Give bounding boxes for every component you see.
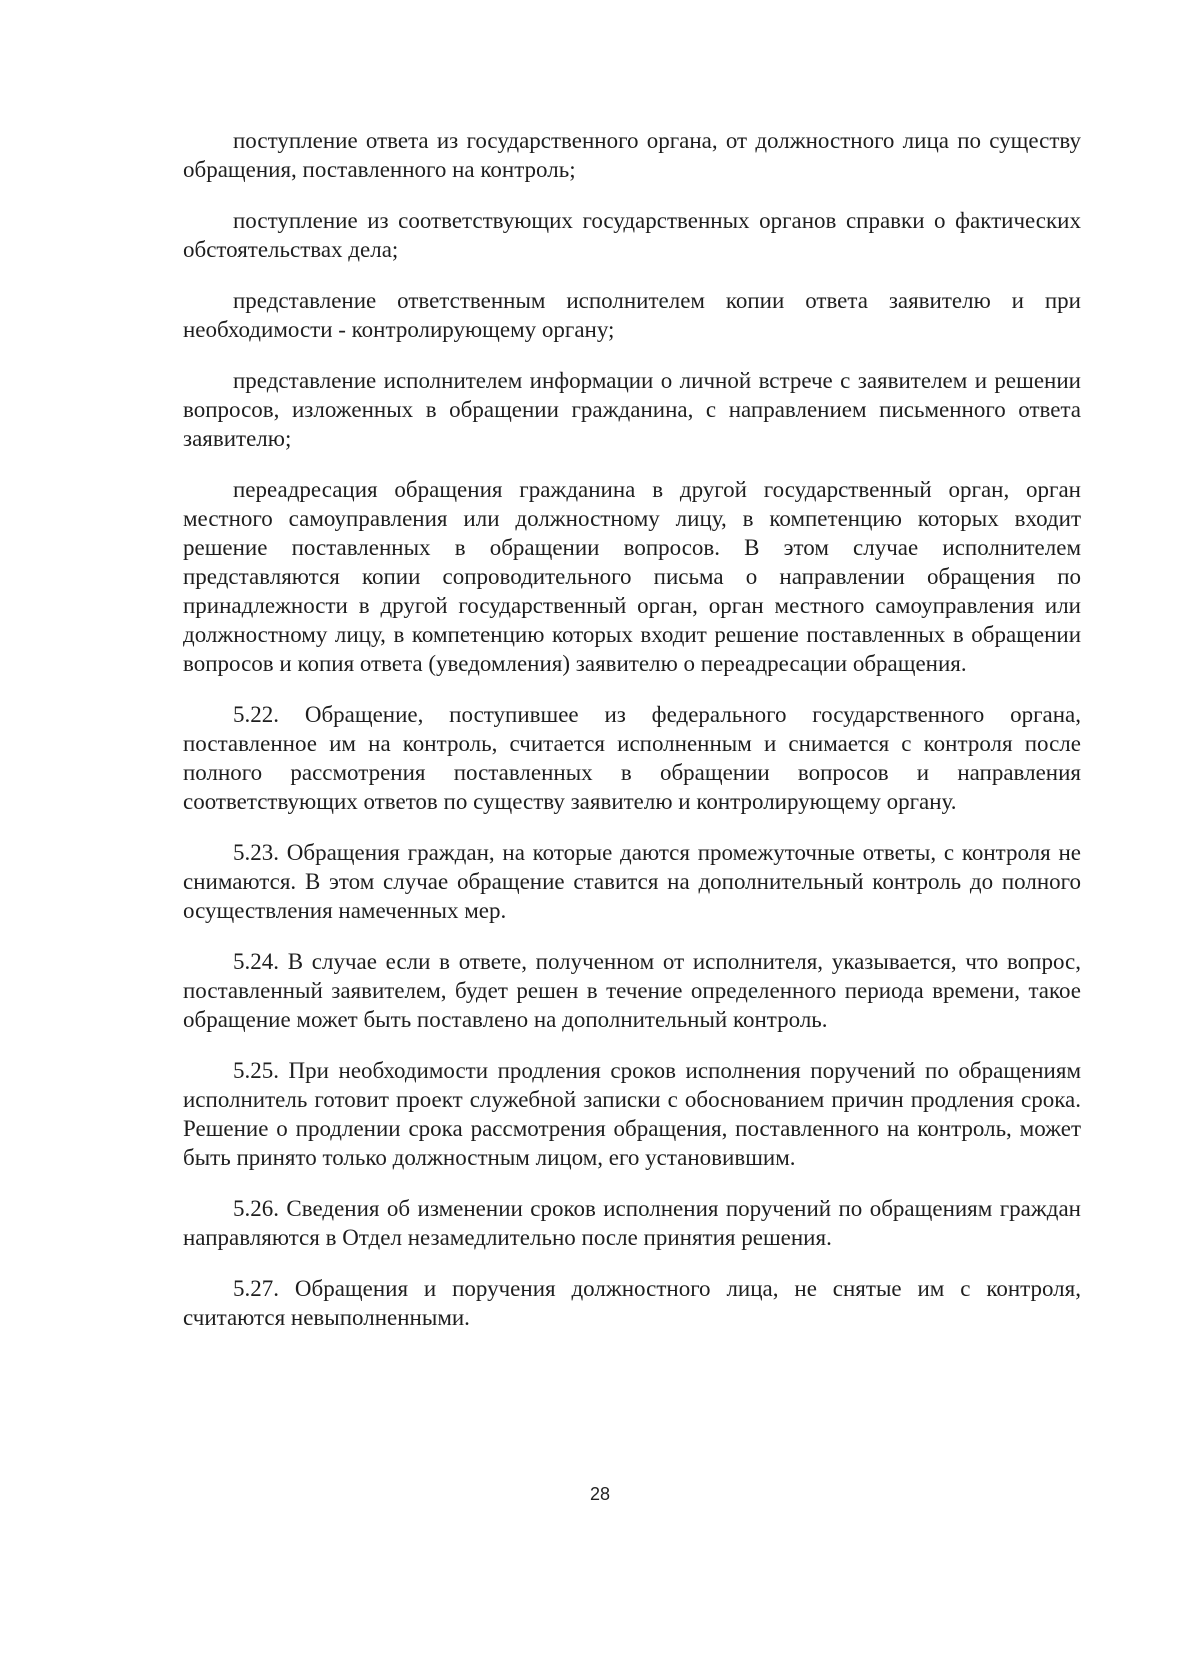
- paragraph: поступление из соответствующих государственных органов справки о фактических обстоятельствах дела;: [183, 208, 1081, 262]
- paragraph: поступление ответа из государственного органа, от должностного лица по существу обращения, поставленного на контроль;: [183, 128, 1081, 182]
- paragraph: 5.24. В случае если в ответе, полученном от исполнителя, указывается, что вопрос, поставленный заявителем, будет решен в течение определенного периода времени, такое обращение может быть поставлено на дополнительный контроль.: [183, 949, 1081, 1032]
- paragraph: представление исполнителем информации о личной встрече с заявителем и решении вопросов, изложенных в обращении гражданина, с направлением письменного ответа заявителю;: [183, 368, 1081, 451]
- paragraph: 5.23. Обращения граждан, на которые даются промежуточные ответы, с контроля не снимаются. В этом случае обращение ставится на дополнительный контроль до полного осуществления намеченных мер.: [183, 840, 1081, 923]
- paragraph: 5.25. При необходимости продления сроков исполнения поручений по обращениям исполнитель готовит проект служебной записки с обоснованием причин продления срока. Решение о продлении срока рассмотрения обращения, поставленного на контроль, может быть принято только должностным лицом, его установившим.: [183, 1058, 1081, 1170]
- document-body: [183, 126, 1081, 1354]
- paragraph: представление ответственным исполнителем копии ответа заявителю и при необходимости - контролирующему органу;: [183, 288, 1081, 342]
- paragraph: 5.26. Сведения об изменении сроков исполнения поручений по обращениям граждан направляются в Отдел незамедлительно после принятия решения.: [183, 1196, 1081, 1250]
- paragraph: 5.27. Обращения и поручения должностного лица, не снятые им с контроля, считаются невыполненными.: [183, 1276, 1081, 1330]
- paragraph: 5.22. Обращение, поступившее из федерального государственного органа, поставленное им на контроль, считается исполненным и снимается с контроля после полного рассмотрения поставленных в обращении вопросов и направления соответствующих ответов по существу заявителю и контролирующему органу.: [183, 702, 1081, 814]
- page-number: 28: [589, 1484, 611, 1504]
- paragraph: переадресация обращения гражданина в другой государственный орган, орган местного самоуправления или должностному лицу, в компетенцию которых входит решение поставленных в обращении вопросов. В этом случае исполнителем представляются копии сопроводительного письма о направлении обращения по принадлежности в другой государственный орган, орган местного самоуправления или должностному лицу, в компетенцию которых входит решение поставленных в обращении вопросов и копия ответа (уведомления) заявителю о переадресации обращения.: [183, 477, 1081, 676]
